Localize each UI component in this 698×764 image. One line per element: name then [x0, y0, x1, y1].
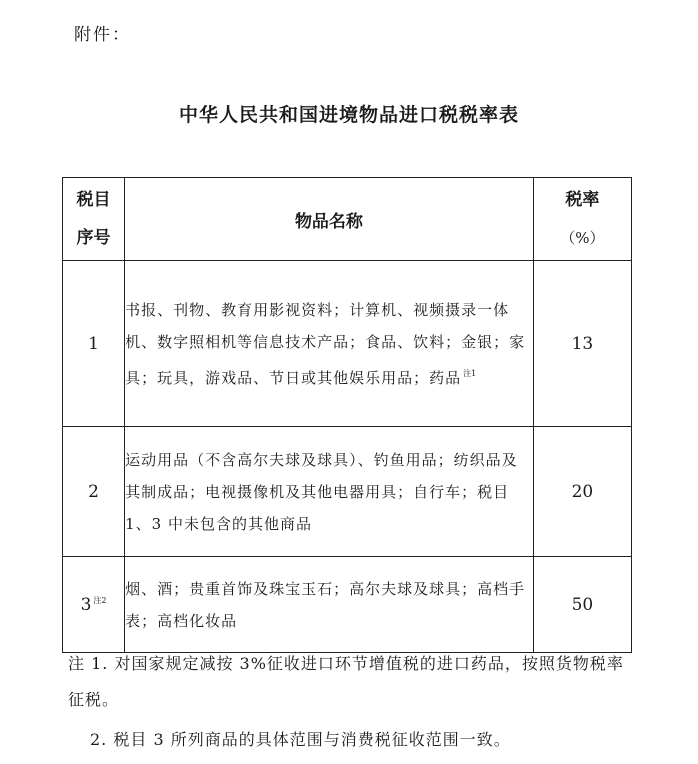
table-header-row	[63, 178, 632, 261]
row-rate-cell	[533, 261, 631, 427]
row-name: 烟、酒；贵重首饰及珠宝玉石；高尔夫球及球具；高档手表；高档化妆品	[125, 579, 526, 630]
row-rate-cell	[533, 557, 631, 653]
header-rate	[533, 178, 631, 261]
tax-rate-table	[62, 177, 632, 653]
row-rate: 20	[571, 481, 594, 502]
footnotes	[68, 646, 638, 758]
footnote-1: 注 1. 对国家规定减按 3%征收进口环节增值税的进口药品，按照货物税率征税。	[68, 654, 624, 709]
table-row	[63, 427, 632, 557]
row-number: 2	[88, 481, 99, 502]
row-name-note: 注1	[463, 368, 477, 378]
header-name	[125, 178, 534, 261]
header-rate-line1: 税率	[565, 190, 600, 210]
header-number	[63, 178, 125, 261]
row-name-cell	[125, 427, 534, 557]
row-number: 3	[80, 594, 92, 615]
page-title: 中华人民共和国进境物品进口税税率表	[178, 104, 519, 126]
row-number-note: 注2	[93, 595, 107, 605]
header-number-line2: 序号	[76, 228, 111, 248]
table-row	[63, 261, 632, 427]
header-rate-line2: （%）	[560, 229, 605, 247]
row-number-cell	[63, 261, 125, 427]
row-rate: 13	[571, 333, 594, 354]
row-number-cell	[63, 557, 125, 653]
table-row	[63, 557, 632, 653]
row-number-cell	[63, 427, 125, 557]
row-number: 1	[88, 333, 99, 354]
row-name: 书报、刊物、教育用影视资料；计算机、视频摄录一体机、数字照相机等信息技术产品；食品、饮料；金银；家具；玩具，游戏品、节日或其他娱乐用品；药品	[125, 300, 526, 387]
row-name-cell	[125, 557, 534, 653]
row-rate-cell	[533, 427, 631, 557]
attachment-label: 附件：	[74, 25, 131, 45]
footnote-2: 2. 税目 3 所列商品的具体范围与消费税征收范围一致。	[90, 730, 511, 749]
row-name: 运动用品（不含高尔夫球及球具）、钓鱼用品；纺织品及其制成品；电视摄像机及其他电器用具；自行车；税目 1、3 中未包含的其他商品	[125, 450, 518, 533]
row-rate: 50	[571, 594, 594, 615]
header-number-line1: 税目	[76, 190, 111, 210]
header-name-text: 物品名称	[294, 211, 363, 232]
row-name-cell	[125, 261, 534, 427]
